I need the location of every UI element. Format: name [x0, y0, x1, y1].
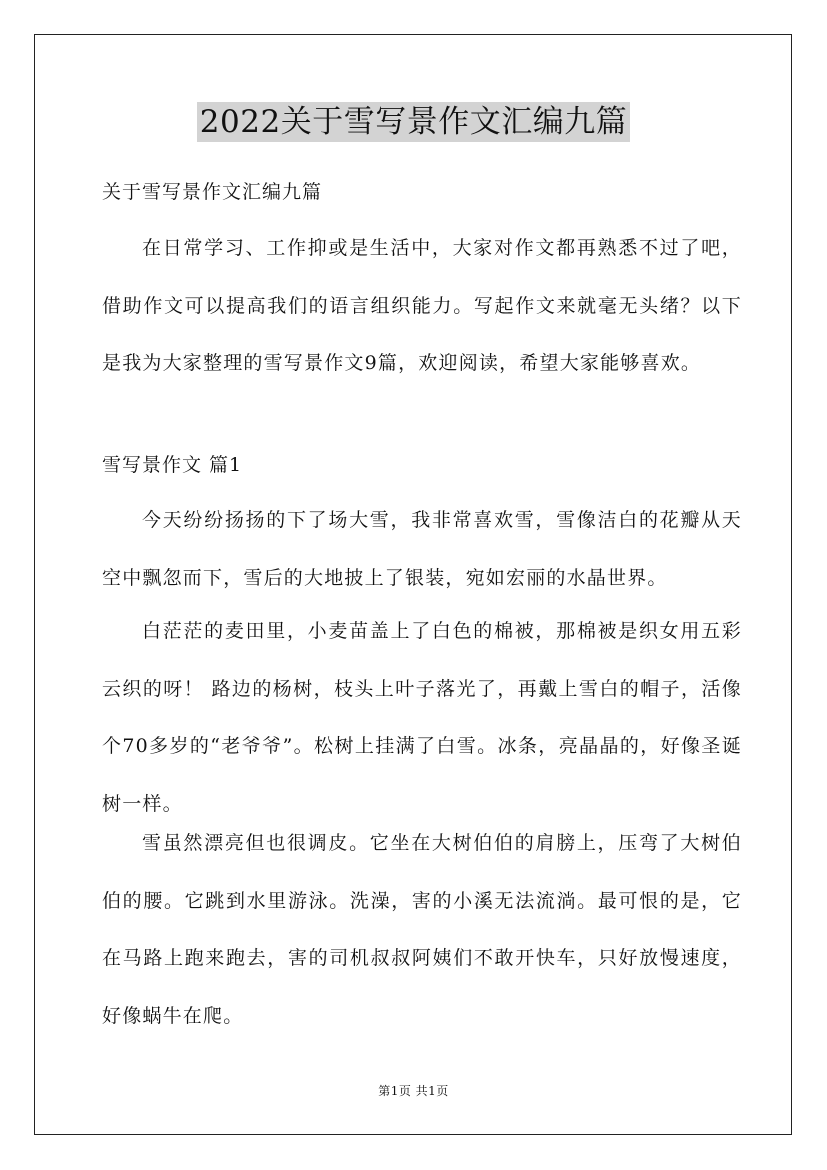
title-container	[0, 102, 827, 142]
body-paragraph-3: 雪虽然漂亮但也很调皮。它坐在大树伯伯的肩膀上，压弯了大树伯伯的腰。它跳到水里游泳。洗澡，害的小溪无法流淌。最可恨的是，它在马路上跑来跑去，害的司机叔叔阿姨们不敢开快车，只好放慢速度，好像蜗牛在爬。	[102, 832, 742, 1027]
document-title: 2022关于雪写景作文汇编九篇	[197, 102, 630, 142]
page-footer: 第1页 共1页	[378, 1084, 449, 1098]
intro-paragraph: 在日常学习、工作抑或是生活中，大家对作文都再熟悉不过了吧，借助作文可以提高我们的语言组织能力。写起作文来就毫无头绪？以下是我为大家整理的雪写景作文9篇，欢迎阅读，希望大家能够喜欢。	[102, 237, 742, 374]
section-heading: 雪写景作文 篇1	[102, 454, 243, 476]
body-paragraph-2: 白茫茫的麦田里，小麦苗盖上了白色的棉被，那棉被是织女用五彩云织的呀！ 路边的杨树，枝头上叶子落光了，再戴上雪白的帽子，活像个70多岁的“老爷爷”。松树上挂满了白雪。冰条，亮晶晶的，好像圣诞树一样。	[102, 620, 742, 815]
document-subtitle: 关于雪写景作文汇编九篇	[102, 181, 323, 203]
body-paragraph-1: 今天纷纷扬扬的下了场大雪，我非常喜欢雪，雪像洁白的花瓣从天空中飘忽而下，雪后的大地披上了银装，宛如宏丽的水晶世界。	[102, 509, 742, 589]
